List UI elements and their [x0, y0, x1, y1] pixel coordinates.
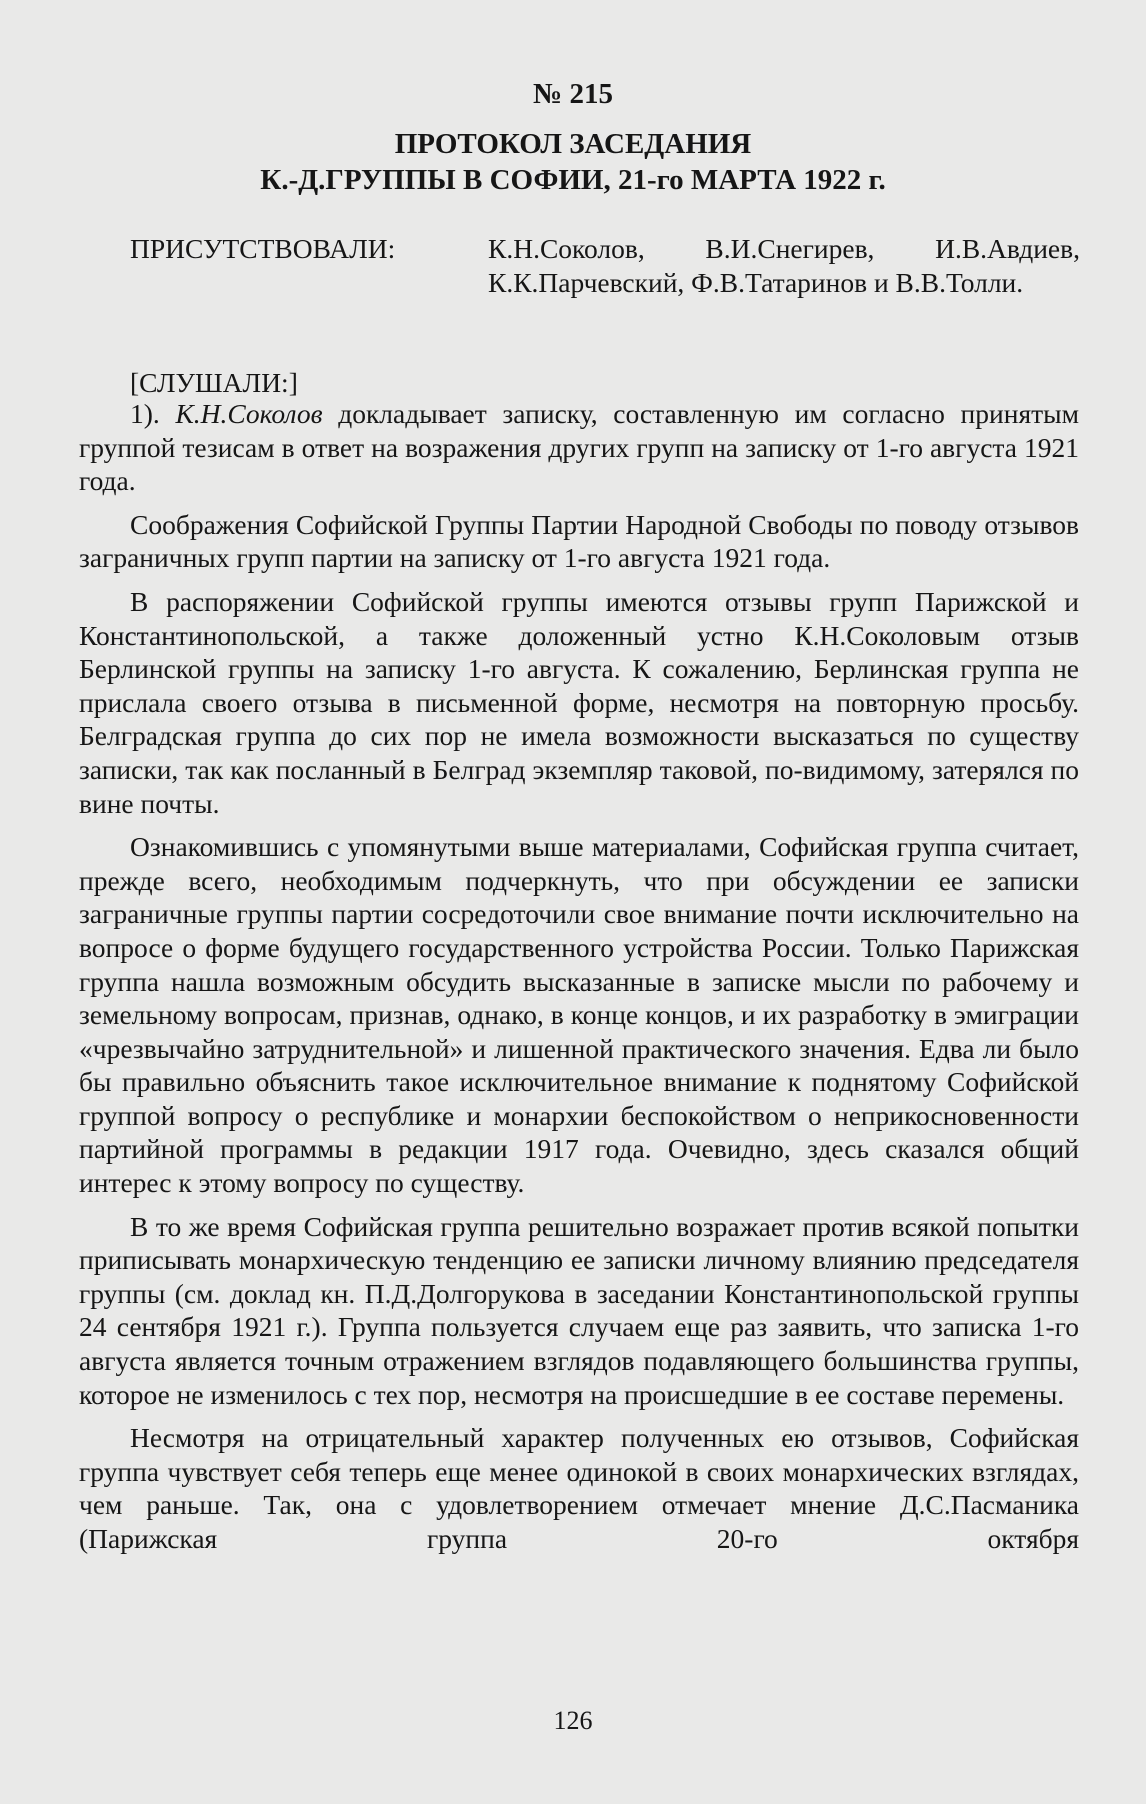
- paragraph-2: Соображения Софийской Группы Партии Народной Свободы по поводу отзывов заграничных групп партии на записку от 1-го августа 1921 года.: [79, 508, 1079, 574]
- paragraph-item-1: [79, 397, 1079, 498]
- document-number: № 215: [533, 78, 613, 110]
- document-title-line-1: ПРОТОКОЛ ЗАСЕДАНИЯ: [394, 128, 752, 160]
- paragraph-3: В распоряжении Софийской группы имеются отзывы групп Парижской и Константинопольской, а также доложенный устно К.Н.Соколовым отзыв Берлинской группы на записку 1-го августа. К сожалению, Берлинская группа не прислала своего отзыва в письменной форме, несмотря на повторную просьбу. Белградская группа до сих пор не имела возможности высказаться по существу записки, так как посланный в Белград экземпляр таковой, по-видимому, затерялся по вине почты.: [79, 585, 1079, 819]
- paragraph-4: Ознакомившись с упомянутыми выше материалами, Софийская группа считает, прежде всего, необходимым подчеркнуть, что при обсуждении ее записки заграничные группы партии сосредоточили свое внимание почти исключительно на вопросе о форме будущего государственного устройства России. Только Парижская группа нашла возможным обсудить высказанные в записке мысли по рабочему и земельному вопросам, признав, однако, в конце концов, и их разработку в эмиграции «чрезвычайно затруднительной» и лишенной практического значения. Едва ли было бы правильно объяснить такое исключительное внимание к поднятому Софийской группой вопросу о республике и монархии беспокойством о неприкосновенности партийной программы в редакции 1917 года. Очевидно, здесь сказался общий интерес к этому вопросу по существу.: [79, 831, 1079, 1199]
- item-number: 1).: [130, 398, 160, 429]
- speaker-name: К.Н.Соколов: [175, 398, 323, 429]
- page-number: 126: [553, 1706, 593, 1735]
- heard-label: [СЛУШАЛИ:]: [130, 367, 298, 398]
- attendees-names: К.Н.Соколов, В.И.Снегирев, И.В.Авдиев, К.К.Парчевский, Ф.В.Татаринов и В.В.Толли.: [488, 233, 1080, 298]
- protocol-body: [79, 397, 1079, 1566]
- paragraph-6: Несмотря на отрицательный характер полученных ею отзывов, Софийская группа чувствует себя теперь еще менее одинокой в своих монархических взглядах, чем раньше. Так, она с удовлетворением отмечает мнение Д.С.Пасманика (Парижская группа 20-го октября: [79, 1422, 1079, 1554]
- attendees-block: [130, 232, 1080, 300]
- document-title-line-2: К.-Д.ГРУППЫ В СОФИИ, 21-го МАРТА 1922 г.: [260, 164, 886, 196]
- attendees-label: ПРИСУТСТВОВАЛИ:: [130, 233, 396, 264]
- paragraph-1-text: докладывает записку, составленную им согласно принятым группой тезисам в ответ на возражения других групп на записку от 1-го августа 1921 года.: [79, 398, 1079, 497]
- paragraph-5: В то же время Софийская группа решительно возражает против всякой попытки приписывать монархическую тенденцию ее записки личному влиянию председателя группы (см. доклад кн. П.Д.Долгорукова в заседании Константинопольской группы 24 сентября 1921 г.). Группа пользуется случаем еще раз заявить, что записка 1-го августа является точным отражением взглядов подавляющего большинства группы, которое не изменилось с тех пор, несмотря на происшедшие в ее составе перемены.: [79, 1210, 1079, 1410]
